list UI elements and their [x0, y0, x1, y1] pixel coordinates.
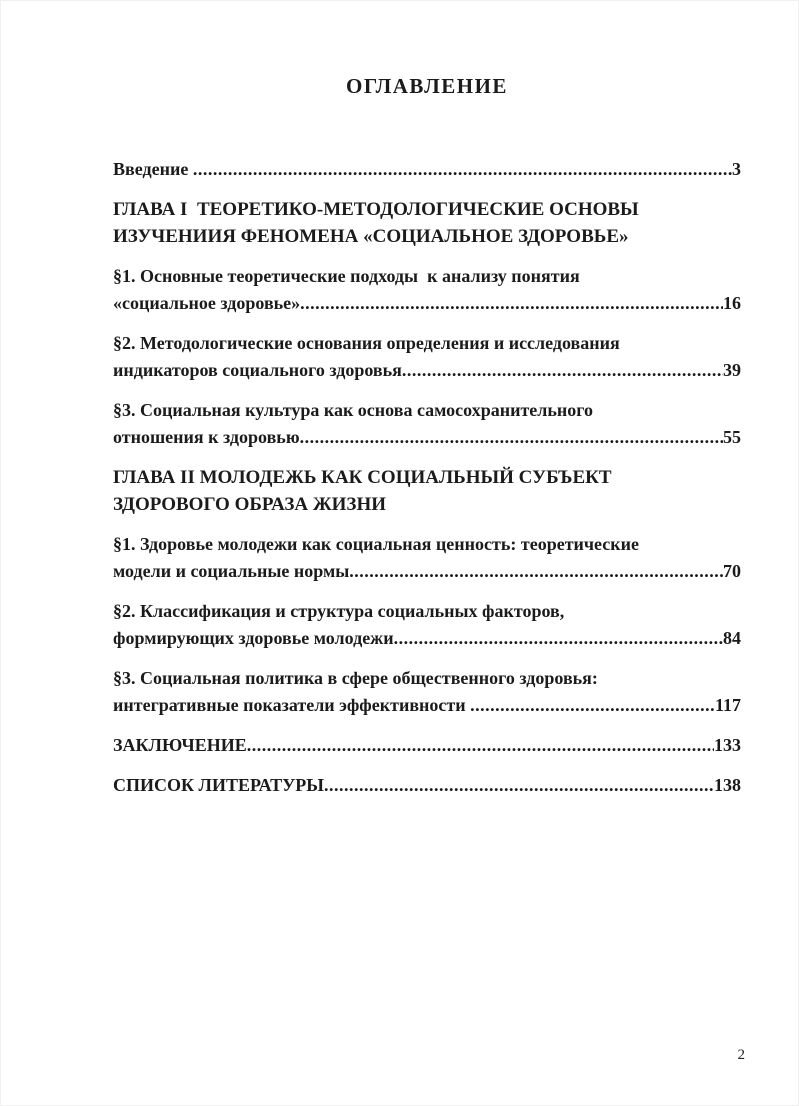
dot-leader: [394, 625, 723, 652]
toc-entry-label: отношения к здоровью: [113, 427, 300, 447]
toc-page-number: 70: [723, 561, 741, 581]
toc-entry-text: §2. Классификация и структура социальных факторов,: [113, 601, 565, 621]
chapter-2-heading: [113, 464, 741, 518]
toc-entry-ch2-s1: [113, 531, 741, 585]
toc-entry-ch2-s2: [113, 598, 741, 652]
toc-entry-label: ЗАКЛЮЧЕНИЕ: [113, 735, 247, 755]
toc-page-number: 16: [723, 293, 741, 313]
toc-entry-label: индикаторов социального здоровья: [113, 360, 402, 380]
toc-entry-label: СПИСОК ЛИТЕРАТУРЫ: [113, 775, 324, 795]
page-title: ОГЛАВЛЕНИЕ: [346, 74, 508, 98]
dot-leader: [247, 732, 714, 759]
toc-entry-text: §1. Основные теоретические подходы к анализу понятия: [113, 266, 580, 286]
toc-page-number: 117: [714, 695, 741, 715]
toc-entry-label: формирующих здоровье молодежи: [113, 628, 394, 648]
toc-entry-text: §2. Методологические основания определения и исследования: [113, 333, 620, 353]
toc-page-number: 133: [714, 735, 741, 755]
footer-page-number: 2: [737, 1047, 745, 1063]
dot-leader: [324, 772, 714, 799]
toc-entry-text: §1. Здоровье молодежи как социальная ценность: теоретические: [113, 534, 639, 554]
chapter-heading-line: ГЛАВА II МОЛОДЕЖЬ КАК СОЦИАЛЬНЫЙ СУБЪЕКТ: [113, 467, 612, 488]
toc-entry-conclusion: [113, 732, 741, 759]
dot-leader: [402, 357, 723, 384]
toc-entry-text: §3. Социальная культура как основа самосохранительного: [113, 400, 594, 420]
dot-leader: [470, 692, 715, 719]
dot-leader: [349, 558, 723, 585]
toc-entry-introduction: [113, 156, 741, 183]
toc-page-number: 55: [723, 427, 741, 447]
dot-leader: [300, 290, 723, 317]
dot-leader: [300, 424, 723, 451]
chapter-1-heading: [113, 196, 741, 250]
chapter-heading-line: ЗДОРОВОГО ОБРАЗА ЖИЗНИ: [113, 494, 387, 515]
toc-page-number: 3: [732, 159, 741, 179]
toc-entry-label: Введение: [113, 159, 193, 179]
toc-page-number: 84: [723, 628, 741, 648]
toc-entry-ch1-s2: [113, 330, 741, 384]
toc-entry-bibliography: [113, 772, 741, 799]
toc-content: [113, 74, 741, 812]
toc-entry-label: «социальное здоровье»: [113, 293, 301, 313]
toc-page-number: 39: [723, 360, 741, 380]
dot-leader: [193, 156, 732, 183]
toc-entry-label: модели и социальные нормы: [113, 561, 350, 581]
chapter-heading-line: ГЛАВА I ТЕОРЕТИКО-МЕТОДОЛОГИЧЕСКИЕ ОСНОВЫ: [113, 199, 639, 220]
toc-entry-text: §3. Социальная политика в сфере общественного здоровья:: [113, 668, 598, 688]
toc-entry-label: интегративные показатели эффективности: [113, 695, 471, 715]
toc-entry-ch2-s3: [113, 665, 741, 719]
toc-entry-ch1-s1: [113, 263, 741, 317]
toc-page-number: 138: [714, 775, 741, 795]
toc-entry-ch1-s3: [113, 397, 741, 451]
chapter-heading-line: ИЗУЧЕНИИЯ ФЕНОМЕНА «СОЦИАЛЬНОЕ ЗДОРОВЬЕ»: [113, 226, 629, 247]
